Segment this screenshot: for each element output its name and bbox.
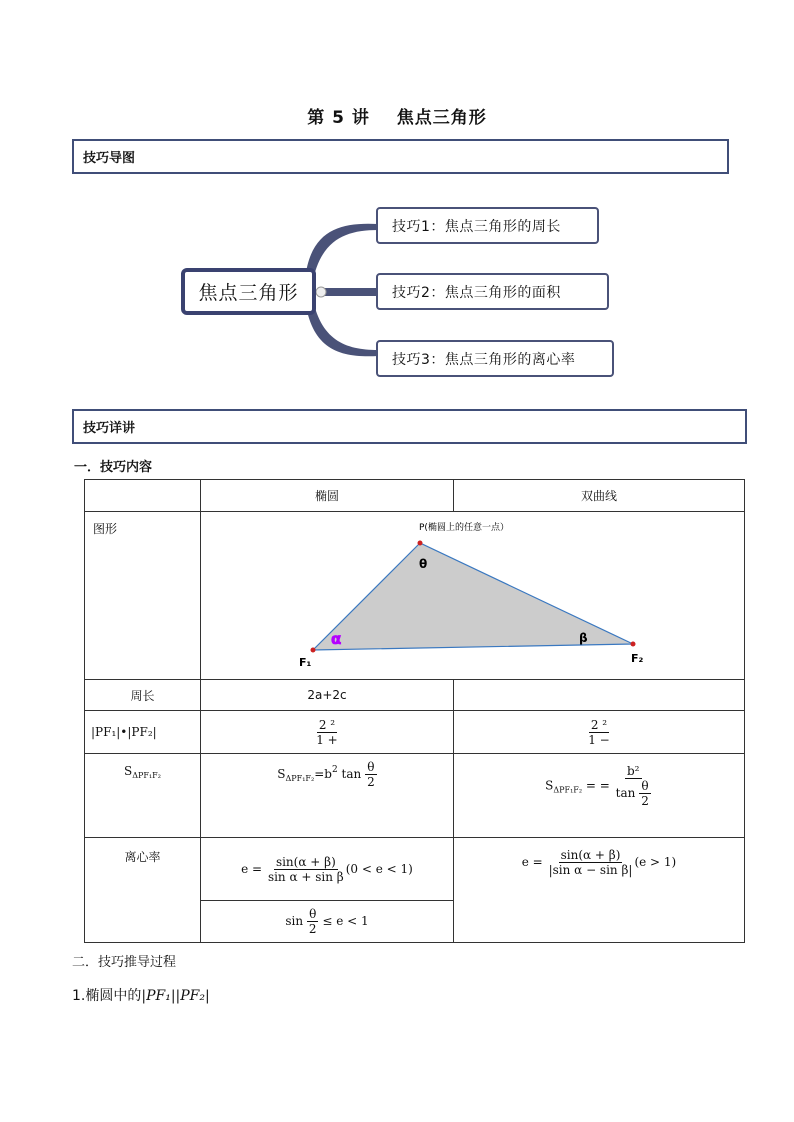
ecc-range-two: 2: [308, 922, 317, 936]
mindmap-node-label: 技巧3：焦点三角形的离心率: [392, 351, 576, 368]
p-label: P(椭圆上的任意一点）: [419, 523, 509, 533]
point-f1: [311, 648, 316, 653]
row-label-area: [85, 754, 201, 838]
ecc-range-post: ≤ e < 1: [322, 914, 369, 928]
product-ellipse-den: 1 +: [316, 732, 338, 747]
row-label-eccentricity: 离心率: [85, 838, 201, 943]
perimeter-ellipse: 2a+2c: [201, 680, 454, 711]
row-label-perimeter: 周长: [85, 680, 201, 711]
part1-heading: 一．技巧内容: [74, 460, 153, 475]
point-p: [418, 541, 423, 546]
f2-label: F₂: [631, 652, 644, 665]
section-detail-header: [72, 409, 747, 444]
ecc-hyperbola-den: |sin α − sin β|: [548, 863, 633, 877]
point-f2: [631, 642, 636, 647]
ecc-range-sin: sin: [285, 914, 304, 928]
ecc-ellipse-num: sin(α + β): [275, 854, 336, 869]
area-ellipse-two: 2: [367, 775, 375, 789]
product-hyperbola: [454, 711, 745, 754]
figure-cell: [201, 512, 745, 680]
section-map-label: 技巧导图: [83, 151, 136, 166]
area-hyperbola-theta: θ: [641, 779, 649, 793]
area-hyperbola-sub: ΔPF₁F₂: [553, 785, 583, 795]
theta-label: θ: [419, 557, 428, 571]
area-symbol: S: [124, 764, 133, 778]
area-hyperbola: [454, 754, 745, 838]
product-ellipse-num: 2 ²: [318, 717, 336, 732]
ecc-ellipse-cond: (0 < e < 1): [345, 861, 413, 876]
area-subscript: ΔPF₁F₂: [132, 771, 161, 780]
subsection-1: [72, 985, 210, 1005]
product-ellipse: [201, 711, 454, 754]
perimeter-hyperbola: [454, 680, 745, 711]
section-detail-label: 技巧详讲: [83, 421, 136, 436]
row-label-product: |PF₁|•|PF₂|: [85, 711, 201, 754]
area-ellipse-eq: =b: [314, 767, 332, 781]
mindmap-center-node: [181, 268, 316, 315]
col-header-hyperbola: 双曲线: [454, 480, 745, 512]
table-corner-cell: [85, 480, 201, 512]
ecc-hyperbola: [454, 838, 745, 943]
area-ellipse-sup: 2: [331, 765, 338, 775]
area-hyperbola-eq: = =: [585, 778, 610, 793]
ecc-ellipse-den: sin α + sin β: [267, 869, 344, 884]
product-hyperbola-num: 2 ²: [590, 717, 608, 732]
ecc-ellipse: [201, 838, 454, 901]
mindmap-node-2: [376, 273, 609, 310]
ecc-hyperbola-num: sin(α + β): [560, 848, 621, 862]
product-hyperbola-den: 1 −: [588, 732, 610, 747]
technique-table: [84, 479, 745, 943]
subsection-1-math: |PF₁||PF₂|: [141, 988, 210, 1004]
page-title: [0, 103, 794, 128]
row-label-figure: 图形: [85, 512, 201, 680]
mindmap-node-label: 技巧2：焦点三角形的面积: [392, 284, 561, 301]
beta-label: β: [579, 631, 588, 645]
area-ellipse-tan: tan: [341, 767, 362, 781]
col-header-ellipse: 椭圆: [201, 480, 454, 512]
ecc-ellipse-lhs: e =: [241, 861, 263, 876]
lecture-topic: 焦点三角形: [396, 108, 487, 128]
lecture-number: 第 5 讲: [307, 108, 370, 128]
area-ellipse: [201, 754, 454, 838]
mindmap-center-label: 焦点三角形: [198, 282, 299, 304]
area-ellipse-theta: θ: [367, 760, 375, 774]
area-ellipse-lhs: S: [277, 767, 286, 781]
part2-heading: 二．技巧推导过程: [72, 955, 177, 970]
ecc-range-theta: θ: [309, 907, 317, 921]
area-hyperbola-lhs: S: [545, 778, 554, 793]
f1-label: F₁: [299, 656, 312, 669]
alpha-label: α: [331, 630, 342, 648]
subsection-1-prefix: 1.椭圆中的: [72, 988, 142, 1004]
mindmap-node-1: [376, 207, 599, 244]
mindmap-node-label: 技巧1：焦点三角形的周长: [392, 218, 561, 235]
ecc-hyperbola-lhs: e =: [521, 855, 543, 869]
ecc-hyperbola-cond: (e > 1): [634, 855, 677, 869]
area-ellipse-sub: ΔPF₁F₂: [285, 774, 315, 783]
area-hyperbola-two: 2: [641, 794, 649, 808]
area-hyperbola-tan: tan: [615, 786, 636, 800]
section-map-header: [72, 139, 729, 174]
area-hyperbola-num: b²: [627, 764, 640, 778]
focal-triangle-figure: [201, 512, 745, 678]
mindmap-node-3: [376, 340, 614, 377]
ecc-ellipse-range: [201, 901, 454, 943]
